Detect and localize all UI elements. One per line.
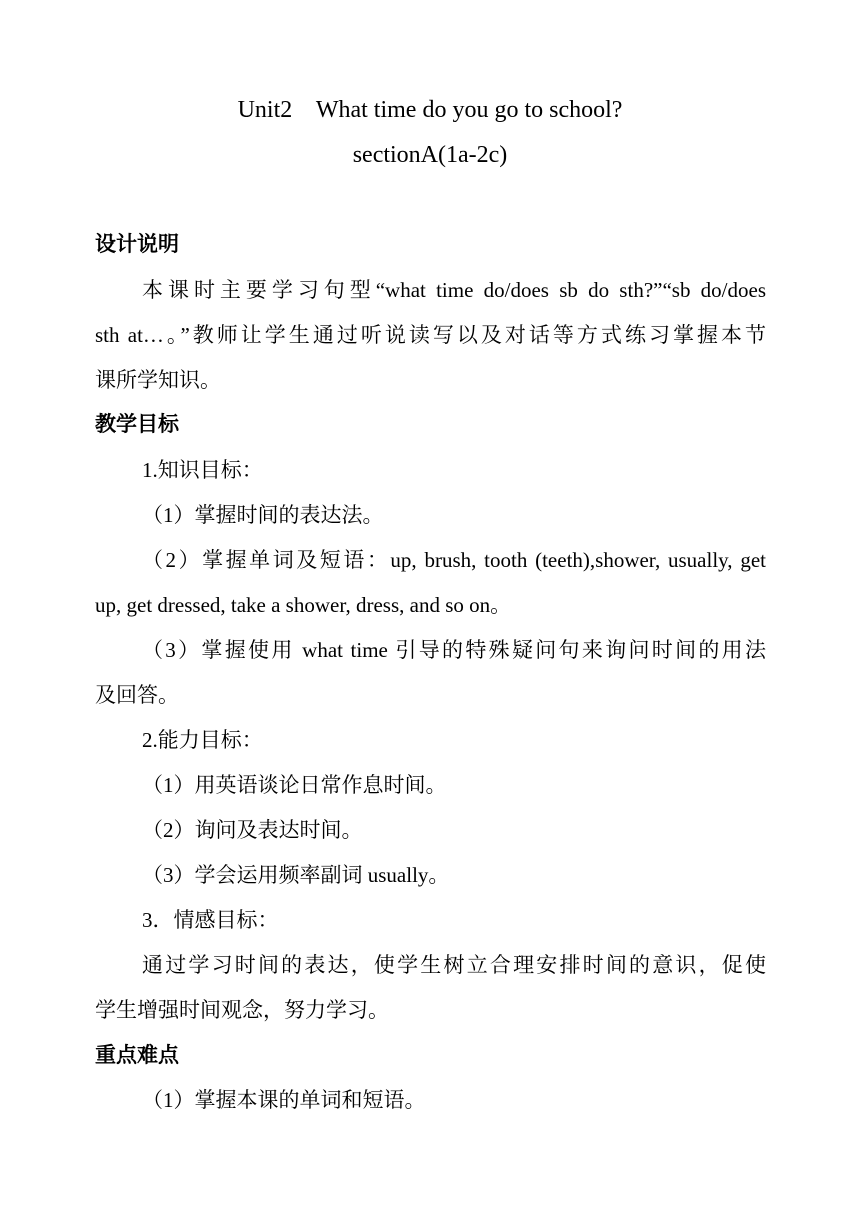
keypoint-item-1: （1）掌握本课的单词和短语。	[142, 1088, 426, 1112]
document-title: Unit2 What time do you go to school?	[237, 97, 623, 123]
section-heading-design: 设计说明	[95, 232, 179, 256]
section-heading-keypoints: 重点难点	[95, 1043, 179, 1067]
knowledge-goal-item-2-line-1: （2）掌握单词及短语：up, brush, tooth (teeth),shower, usually, get	[142, 548, 766, 572]
ability-goal-item-3: （3）学会运用频率副词 usually。	[142, 863, 450, 887]
knowledge-goal-title: 1.知识目标：	[142, 458, 263, 482]
section-heading-goals: 教学目标	[95, 412, 179, 436]
document-subtitle: sectionA(1a-2c)	[352, 142, 508, 168]
knowledge-goal-item-3-line-2: 及回答。	[95, 683, 179, 707]
design-text-line-2: sth at…。”教师让学生通过听说读写以及对话等方式练习掌握本节	[95, 323, 766, 347]
ability-goal-item-2: （2）询问及表达时间。	[142, 818, 363, 842]
emotion-goal-text-line-2: 学生增强时间观念，努力学习。	[95, 998, 389, 1022]
ability-goal-title: 2.能力目标：	[142, 728, 263, 752]
knowledge-goal-item-1: （1）掌握时间的表达法。	[142, 503, 384, 527]
emotion-goal-title: 3．情感目标：	[142, 908, 279, 932]
ability-goal-item-1: （1）用英语谈论日常作息时间。	[142, 773, 447, 797]
emotion-goal-text-line-1: 通过学习时间的表达，使学生树立合理安排时间的意识，促使	[142, 953, 766, 977]
design-text-line-1: 本课时主要学习句型“what time do/does sb do sth?”“sb do/does	[142, 278, 766, 302]
design-text-line-3: 课所学知识。	[95, 368, 221, 392]
knowledge-goal-item-2-line-2: up, get dressed, take a shower, dress, and so on。	[95, 593, 512, 617]
knowledge-goal-item-3-line-1: （3）掌握使用 what time 引导的特殊疑问句来询问时间的用法	[142, 638, 766, 662]
